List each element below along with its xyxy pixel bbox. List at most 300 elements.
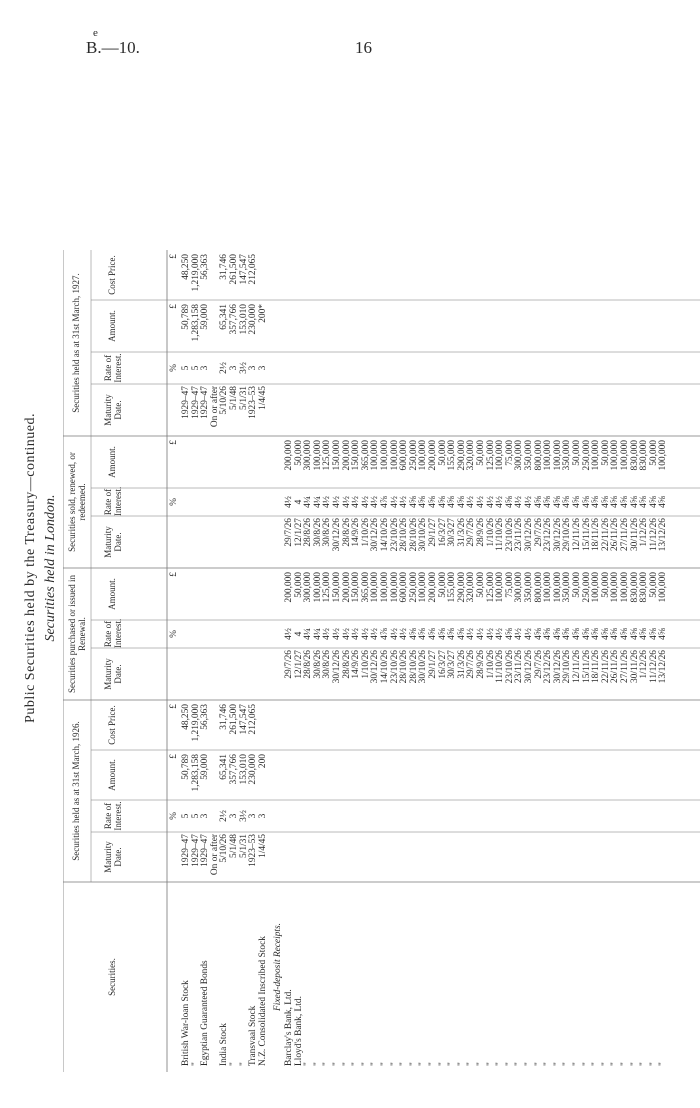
bank-name: "	[533, 1062, 544, 1066]
sold-rate: 4⅞	[380, 496, 390, 508]
sold-amount: 100,000	[591, 440, 602, 471]
purchase-rate: 4½	[399, 628, 410, 640]
amount-1926: 59,000	[200, 754, 211, 780]
purchase-rate: 4½	[495, 628, 506, 640]
sold-rate: 4⅝	[447, 496, 458, 508]
security-name: "	[229, 1062, 239, 1066]
sold-amount: 100,000	[610, 440, 621, 471]
rate-1927: 3	[200, 365, 211, 371]
purchase-rate: 4⅝	[658, 628, 669, 640]
sold-rate: 4⅝	[456, 496, 467, 508]
bank-name: "	[447, 1062, 458, 1066]
maturity-1927: 5/1/48	[229, 386, 239, 410]
sold-rate: 4½	[284, 496, 294, 508]
purchase-maturity: 1/10/26	[360, 650, 371, 679]
sold-rate: 4½	[514, 496, 525, 508]
sold-rate: 4½	[360, 496, 371, 508]
sold-maturity: 30/3/27	[447, 518, 458, 547]
header-amount: Amount.	[107, 446, 117, 478]
maturity-1926: 5/1/31	[238, 834, 249, 858]
purchase-rate: 4⅝	[428, 628, 438, 640]
percent-sign: %	[169, 812, 179, 820]
purchase-rate: 4½	[485, 628, 496, 640]
sold-amount: 200,000	[428, 440, 438, 471]
sold-maturity: 12/11/26	[572, 518, 582, 551]
sold-amount: 290,000	[456, 440, 467, 471]
bank-name: "	[639, 1062, 650, 1066]
rate-1927: 3	[229, 365, 239, 371]
sold-maturity: 23/11/26	[514, 518, 525, 551]
sold-amount: 50,000	[600, 440, 611, 466]
sold-amount: 100,000	[658, 440, 669, 471]
amount-1926: 357,766	[229, 754, 239, 785]
purchase-maturity: 1/12/26	[639, 650, 650, 679]
page-number: 16	[355, 38, 372, 57]
header-amount: Amount.	[107, 759, 117, 791]
purchase-maturity: 23/10/26	[504, 650, 515, 684]
purchase-maturity: 28/9/26	[476, 650, 486, 679]
purchase-maturity: 30/3/27	[447, 650, 458, 679]
rate-1926: 3	[257, 813, 268, 819]
sold-amount: 830,000	[629, 440, 640, 471]
bank-name: "	[428, 1062, 438, 1066]
purchase-maturity: 30/10/26	[418, 650, 429, 684]
purchase-rate: 4⅝	[562, 628, 573, 640]
sold-amount: 365,000	[360, 440, 371, 471]
purchase-maturity: 30/8/26	[312, 650, 323, 679]
header-held-1927: Securities held as at 31st March, 1927.	[71, 273, 81, 413]
sold-maturity: 18/11/26	[591, 518, 602, 551]
maturity-1927: 5/1/31	[238, 386, 249, 410]
sold-amount: 800,000	[533, 440, 544, 471]
bank-name: "	[418, 1062, 429, 1066]
purchase-amount: 250,000	[581, 572, 592, 603]
sold-rate: 4⅝	[552, 496, 563, 508]
sold-amount: 50,000	[476, 440, 486, 466]
sold-maturity: 23/10/26	[504, 518, 515, 552]
purchase-maturity: 11/10/26	[495, 650, 506, 683]
bank-name: "	[380, 1062, 390, 1066]
purchase-maturity: 1/10/26	[485, 650, 496, 679]
percent-sign: %	[169, 630, 179, 638]
sold-amount: 250,000	[408, 440, 419, 471]
purchase-rate: 4⅞	[380, 628, 390, 640]
sold-maturity: 30/12/26	[370, 518, 381, 552]
purchase-amount: 100,000	[380, 572, 390, 603]
purchase-maturity: 23/11/26	[514, 650, 525, 683]
rate-1927: 5	[181, 365, 191, 371]
sold-amount: 125,000	[322, 440, 333, 471]
sold-maturity: 12/1/27	[293, 518, 304, 547]
sold-rate: 4¼	[303, 496, 314, 508]
purchase-rate: 4½	[341, 628, 352, 640]
sold-rate: 4⅝	[648, 496, 659, 508]
header-maturity-date: Maturity Date.	[103, 841, 123, 873]
cost-1927: 1,219,000	[190, 254, 201, 292]
amount-1926: 153,010	[238, 754, 249, 785]
sold-rate: 4⅝	[504, 496, 515, 508]
sold-rate: 4½	[399, 496, 410, 508]
sold-amount: 600,000	[399, 440, 410, 471]
sold-maturity: 14/10/26	[380, 518, 390, 552]
cost-1927: 212,065	[248, 254, 259, 285]
bank-name: "	[312, 1062, 323, 1066]
sold-amount: 100,000	[552, 440, 563, 471]
header-cost-price: Cost Price.	[107, 705, 117, 745]
pound-sign: £	[169, 754, 179, 759]
purchase-amount: 250,000	[408, 572, 419, 603]
cost-1927: 147,547	[238, 254, 249, 285]
purchase-amount: 75,000	[504, 572, 515, 598]
bank-name: "	[658, 1062, 669, 1066]
purchase-amount: 320,000	[466, 572, 477, 603]
sold-rate: 4½	[351, 496, 362, 508]
maturity-1926: 1929–47	[200, 834, 211, 867]
purchase-amount: 830,000	[629, 572, 640, 603]
bank-name: "	[437, 1062, 448, 1066]
purchase-amount: 100,000	[370, 572, 381, 603]
purchase-rate: 4⅝	[533, 628, 544, 640]
purchase-amount: 290,000	[456, 572, 467, 603]
sold-amount: 100,000	[380, 440, 390, 471]
sold-amount: 100,000	[370, 440, 381, 471]
sold-amount: 50,000	[437, 440, 448, 466]
sold-maturity: 11/10/26	[495, 518, 506, 551]
bank-name: "	[466, 1062, 477, 1066]
rate-1927: 3½	[238, 362, 249, 374]
bank-name: "	[485, 1062, 496, 1066]
purchase-amount: 50,000	[437, 572, 448, 598]
sold-rate: 4½	[341, 496, 352, 508]
sold-amount: 320,000	[466, 440, 477, 471]
purchase-rate: 4¼	[303, 628, 314, 640]
maturity-1926: 5/1/48	[229, 834, 239, 858]
purchase-rate: 4⅝	[572, 628, 582, 640]
purchase-maturity: 22/11/26	[600, 650, 611, 683]
bank-name: "	[600, 1062, 611, 1066]
purchase-amount: 100,000	[620, 572, 630, 603]
security-name: "	[190, 1062, 201, 1066]
purchase-rate: 4⅝	[648, 628, 659, 640]
purchase-maturity: 30/12/26	[524, 650, 534, 684]
purchase-amount: 200,000	[341, 572, 352, 603]
purchase-rate: 4⅝	[408, 628, 419, 640]
sold-rate: 4⅝	[610, 496, 621, 508]
header-maturity-date: Maturity Date.	[103, 394, 123, 426]
header-rate: Rate of Interest.	[103, 618, 123, 648]
purchase-amount: 350,000	[524, 572, 534, 603]
pound-sign: £	[169, 304, 179, 309]
purchase-maturity: 29/10/26	[562, 650, 573, 684]
sold-maturity: 27/11/26	[620, 518, 630, 551]
bank-name: "	[476, 1062, 486, 1066]
sold-rate: 4½	[322, 496, 333, 508]
amount-1927: 153,010	[238, 304, 249, 335]
purchase-amount: 50,000	[476, 572, 486, 598]
bank-name: "	[610, 1062, 621, 1066]
sold-amount: 200,000	[341, 440, 352, 471]
cost-1926: 261,500	[229, 704, 239, 735]
bank-name: "	[552, 1062, 563, 1066]
cost-1927: 48,250	[181, 254, 191, 280]
bank-name: "	[562, 1062, 573, 1066]
purchase-amount: 100,000	[610, 572, 621, 603]
sold-amount: 200,000	[284, 440, 294, 471]
purchase-rate: 4½	[284, 628, 294, 640]
purchase-maturity: 30/11/26	[629, 650, 640, 683]
purchase-maturity: 15/11/26	[581, 650, 592, 683]
amount-1927: 1,283,158	[190, 304, 201, 342]
amount-1927: 230,000	[248, 304, 259, 335]
purchase-amount: 100,000	[389, 572, 400, 603]
cost-1926: 31,746	[219, 704, 230, 730]
header-maturity-date: Maturity Date.	[103, 526, 123, 558]
purchase-amount: 125,000	[485, 572, 496, 603]
sold-maturity: 26/11/26	[610, 518, 621, 551]
table-subtitle: Securities held in London.	[43, 494, 58, 642]
purchase-maturity: 14/10/26	[380, 650, 390, 684]
sold-rate: 4⅝	[418, 496, 429, 508]
purchase-amount: 100,000	[591, 572, 602, 603]
purchase-maturity: 11/12/26	[648, 650, 659, 683]
bank-name: "	[581, 1062, 592, 1066]
header-rate: Rate of Interest.	[103, 353, 123, 383]
amount-1926: 200	[257, 754, 268, 769]
purchase-amount: 300,000	[514, 572, 525, 603]
security-name: British War-loan Stock	[181, 980, 191, 1066]
purchase-rate: 4⅝	[591, 628, 602, 640]
purchase-rate: 4⅝	[600, 628, 611, 640]
header-rate: Rate of Interest.	[103, 486, 123, 516]
maturity-1926: 1923–53	[248, 834, 259, 867]
purchase-maturity: 12/11/26	[572, 650, 582, 683]
sold-amount: 100,000	[620, 440, 630, 471]
purchase-rate: 4⅝	[620, 628, 630, 640]
maturity-1926: On or after	[209, 834, 220, 876]
sold-maturity: 29/7/26	[533, 518, 544, 547]
header-sold: Securities sold, renewed, or redeemed.	[67, 452, 87, 552]
bank-name: "	[591, 1062, 602, 1066]
sold-rate: 4½	[485, 496, 496, 508]
rate-1927: 2½	[219, 362, 230, 374]
maturity-1927: On or after	[209, 386, 220, 428]
sold-rate: 4⅝	[581, 496, 592, 508]
purchase-rate: 4½	[514, 628, 525, 640]
sold-rate: 4½	[495, 496, 506, 508]
security-name: Egyptian Guaranteed Bonds	[200, 960, 211, 1066]
header-purchased: Securities purchased or issued in Renewal.	[67, 575, 87, 693]
bank-name: "	[629, 1062, 640, 1066]
percent-sign: %	[169, 364, 179, 372]
cost-1926: 1,219,000	[190, 704, 201, 742]
amount-1926: 230,000	[248, 754, 259, 785]
pound-sign: £	[169, 254, 179, 259]
purchase-rate: 4¼	[312, 628, 323, 640]
sold-maturity: 28/10/26	[399, 518, 410, 552]
maturity-1926: 1/4/45	[257, 834, 268, 858]
purchase-maturity: 29/1/27	[428, 650, 438, 679]
purchase-amount: 100,000	[552, 572, 563, 603]
bank-name: "	[303, 1062, 314, 1066]
document-code: B.—10.	[86, 38, 140, 57]
purchase-rate: 4⅝	[552, 628, 563, 640]
maturity-1926: 5/10/26	[219, 834, 230, 863]
amount-1927: 65,341	[219, 304, 230, 330]
purchase-amount: 100,000	[312, 572, 323, 603]
purchase-rate: 4½	[370, 628, 381, 640]
bank-name: "	[332, 1062, 342, 1066]
sold-maturity: 23/10/26	[389, 518, 400, 552]
bank-name: "	[408, 1062, 419, 1066]
amount-1926: 1,283,158	[190, 754, 201, 792]
purchase-maturity: 30/12/26	[370, 650, 381, 684]
bank-name: "	[504, 1062, 515, 1066]
sold-maturity: 28/8/26	[303, 518, 314, 547]
purchase-maturity: 18/11/26	[591, 650, 602, 683]
cost-1927: 31,746	[219, 254, 230, 280]
rotated-securities-table	[23, 64, 700, 1072]
sold-maturity: 11/12/26	[648, 518, 659, 551]
header-amount: Amount.	[107, 578, 117, 610]
sold-maturity: 30/11/26	[629, 518, 640, 551]
purchase-rate: 4⅝	[629, 628, 640, 640]
sold-amount: 50,000	[293, 440, 304, 466]
purchase-maturity: 23/10/26	[389, 650, 400, 684]
purchase-maturity: 30/12/26	[552, 650, 563, 684]
bank-name: "	[370, 1062, 381, 1066]
purchase-maturity: 13/12/26	[658, 650, 669, 684]
sold-amount: 50,000	[648, 440, 659, 466]
sold-maturity: 30/10/26	[418, 518, 429, 552]
rate-1927: 5	[190, 365, 201, 371]
amount-1926: 65,341	[219, 754, 230, 780]
bank-name: "	[514, 1062, 525, 1066]
purchase-rate: 4⅝	[581, 628, 592, 640]
header-securities: Securities.	[107, 958, 117, 996]
purchase-maturity: 29/7/26	[533, 650, 544, 679]
purchase-amount: 155,000	[447, 572, 458, 603]
maturity-1926: 1929–47	[181, 834, 191, 867]
sold-amount: 150,000	[351, 440, 362, 471]
purchase-amount: 50,000	[572, 572, 582, 598]
amount-1927: 200*	[257, 304, 268, 323]
maturity-1927: 1929–47	[190, 386, 201, 419]
purchase-amount: 50,000	[648, 572, 659, 598]
purchase-amount: 100,000	[418, 572, 429, 603]
purchase-rate: 4⅝	[418, 628, 429, 640]
sold-rate: 4⅝	[428, 496, 438, 508]
amount-1927: 50,789	[181, 304, 191, 330]
purchase-amount: 200,000	[428, 572, 438, 603]
header-maturity-date: Maturity Date.	[103, 658, 123, 690]
sold-amount: 100,000	[389, 440, 400, 471]
rate-1926: 3	[200, 813, 211, 819]
sold-rate: 4⅝	[572, 496, 582, 508]
purchase-rate: 4⅝	[447, 628, 458, 640]
sold-rate: 4⅝	[639, 496, 650, 508]
purchase-maturity: 28/8/26	[341, 650, 352, 679]
sold-rate: 4⅝	[437, 496, 448, 508]
sold-maturity: 1/12/26	[639, 518, 650, 547]
bank-name: "	[543, 1062, 554, 1066]
bank-name: "	[389, 1062, 400, 1066]
purchase-maturity: 31/3/26	[456, 650, 467, 679]
rate-1926: 2½	[219, 810, 230, 822]
sold-maturity: 1/10/26	[485, 518, 496, 547]
purchase-maturity: 30/8/26	[322, 650, 333, 679]
sold-maturity: 1/10/26	[360, 518, 371, 547]
sold-maturity: 31/3/26	[456, 518, 467, 547]
purchase-maturity: 28/10/26	[399, 650, 410, 684]
bank-name: "	[572, 1062, 582, 1066]
header-amount: Amount.	[107, 310, 117, 342]
sold-maturity: 29/7/26	[466, 518, 477, 547]
purchase-rate: 4½	[466, 628, 477, 640]
sold-rate: 4	[293, 499, 304, 505]
purchase-amount: 830,000	[639, 572, 650, 603]
purchase-rate: 4½	[360, 628, 371, 640]
purchase-amount: 150,000	[332, 572, 342, 603]
bank-name: "	[360, 1062, 371, 1066]
fixed-deposit-heading: Fixed-deposit Receipts.	[273, 923, 284, 1011]
cost-1927: 261,500	[229, 254, 239, 285]
table-title: Public Securities held by the Treasury—continued.	[23, 413, 38, 723]
sold-rate: 4½	[389, 496, 400, 508]
sold-rate: 4½	[466, 496, 477, 508]
sold-amount: 830,000	[639, 440, 650, 471]
purchase-rate: 4⅝	[456, 628, 467, 640]
sold-amount: 155,000	[447, 440, 458, 471]
sold-rate: 4⅝	[562, 496, 573, 508]
sold-rate: 4⅝	[629, 496, 640, 508]
sold-rate: 4⅝	[658, 496, 669, 508]
purchase-amount: 150,000	[351, 572, 362, 603]
sold-rate: 4½	[476, 496, 486, 508]
purchase-maturity: 29/7/26	[284, 650, 294, 679]
sold-maturity: 30/8/26	[322, 518, 333, 547]
header-rate: Rate of Interest.	[103, 801, 123, 831]
purchase-amount: 800,000	[533, 572, 544, 603]
purchase-amount: 50,000	[600, 572, 611, 598]
purchase-amount: 50,000	[293, 572, 304, 598]
cost-1927: 56,363	[200, 254, 211, 280]
purchase-maturity: 29/7/26	[466, 650, 477, 679]
bank-name: "	[524, 1062, 534, 1066]
sold-amount: 100,000	[495, 440, 506, 471]
sold-rate: 4½	[332, 496, 342, 508]
rate-1926: 3½	[238, 810, 249, 822]
bank-name: "	[456, 1062, 467, 1066]
sold-maturity: 28/8/26	[341, 518, 352, 547]
cost-1926: 48,250	[181, 704, 191, 730]
sold-rate: 4⅝	[533, 496, 544, 508]
sold-amount: 100,000	[312, 440, 323, 471]
sold-maturity: 22/11/26	[600, 518, 611, 551]
sold-maturity: 16/3/27	[437, 518, 448, 547]
purchase-maturity: 27/11/26	[620, 650, 630, 683]
rate-1927: 3	[257, 365, 268, 371]
security-name: Transvaal Stock	[248, 1005, 259, 1066]
bank-name: "	[648, 1062, 659, 1066]
purchase-amount: 350,000	[562, 572, 573, 603]
sold-maturity: 30/8/26	[312, 518, 323, 547]
cost-1926: 147,547	[238, 704, 249, 735]
purchase-maturity: 12/1/27	[293, 650, 304, 679]
rate-1927: 3	[248, 365, 259, 371]
maturity-1927: 5/10/26	[219, 386, 230, 415]
bank-name: "	[495, 1062, 506, 1066]
rate-1926: 3	[248, 813, 259, 819]
